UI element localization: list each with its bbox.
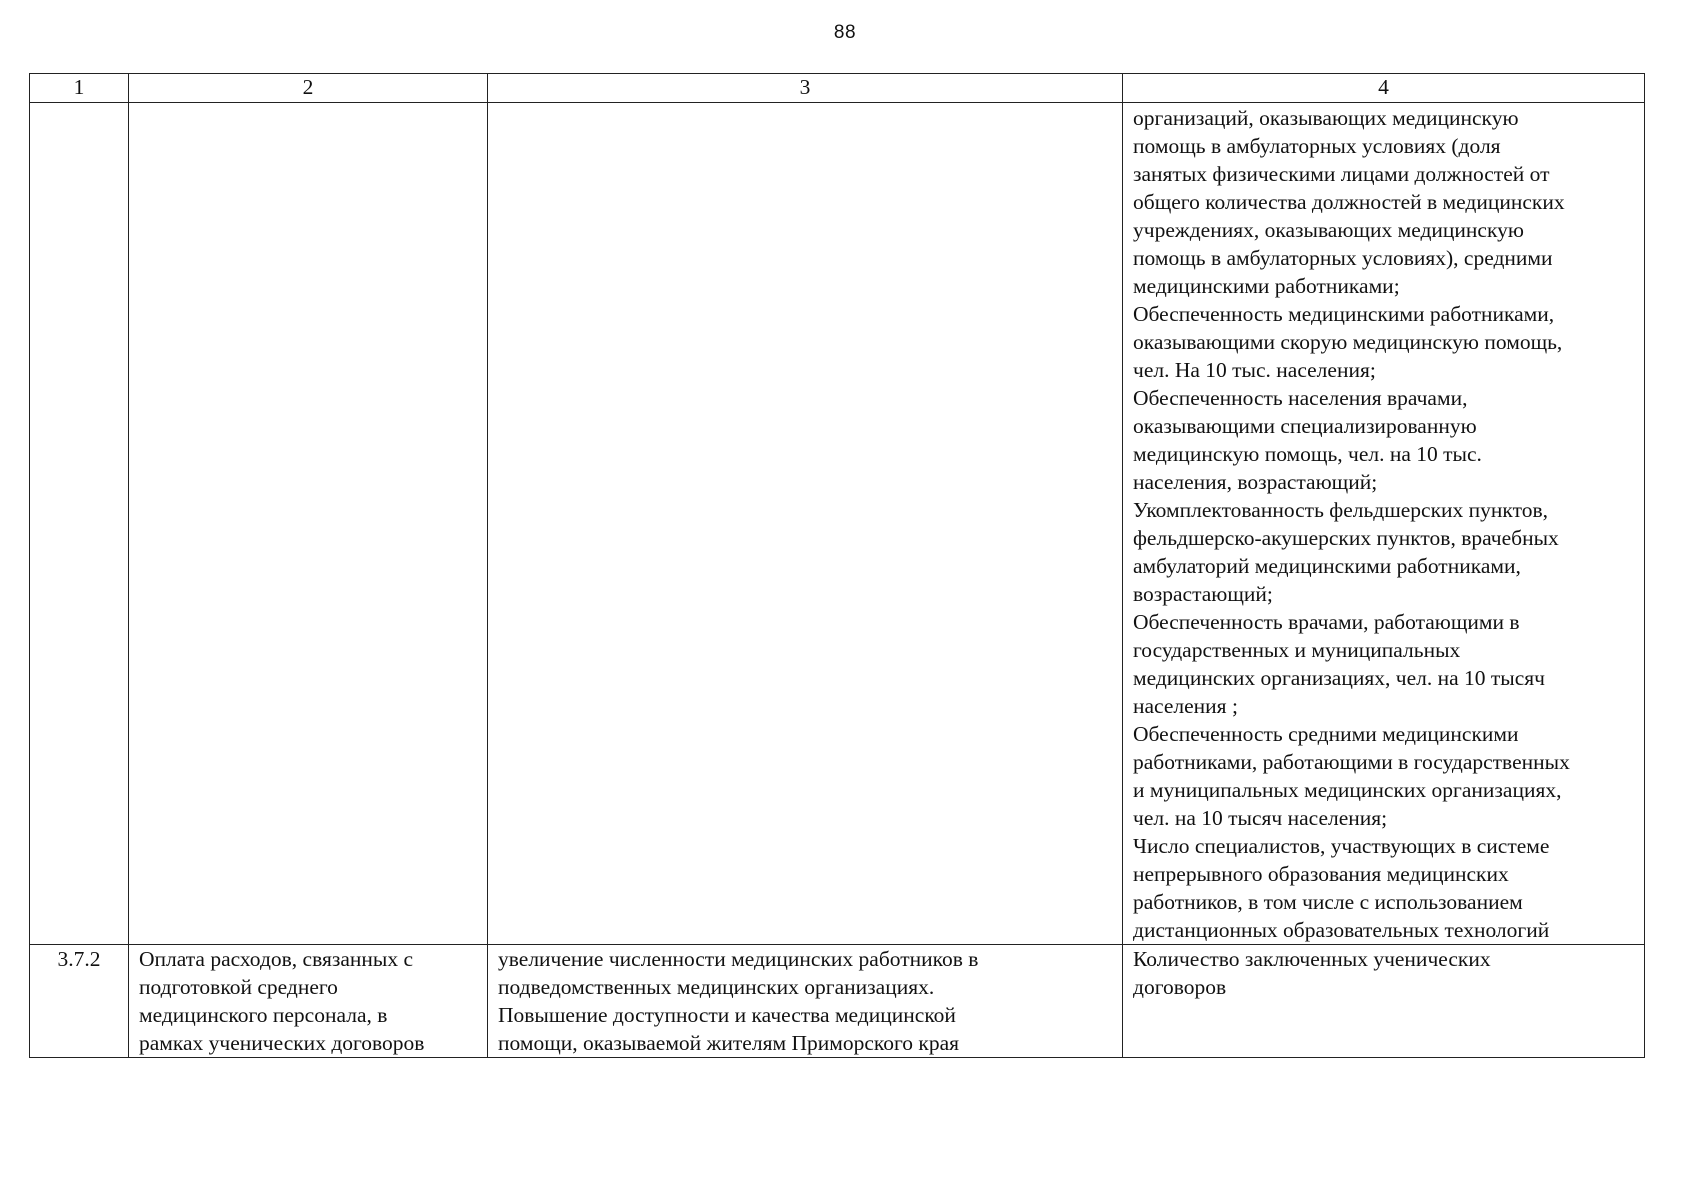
table-cell-indicators: Количество заключенных ученических договоров	[1123, 945, 1645, 1058]
table-cell-indicators: организаций, оказывающих медицинскую помощь в амбулаторных условиях (доля занятых физическими лицами должностей от общего количества должностей в медицинских учреждениях, оказывающих медицинскую помощь в амбулаторных условиях), средними медицинскими работниками; Обеспеченность медицинскими работниками, оказывающими скорую медицинскую помощь, чел. На 10 тыс. населения; Обеспеченность населения врачами, оказывающими специализированную медицинскую помощь, чел. на 10 тыс. населения, возрастающий; Укомплектованность фельдшерских пунктов, фельдшерско-акушерских пунктов, врачебных амбулаторий медицинскими работниками, возрастающий; Обеспеченность врачами, работающими в государственных и муниципальных медицинских организациях, чел. на 10 тысяч населения ; Обеспеченность средними медицинскими работниками, работающими в государственных и муниципальных медицинских организациях, чел. на 10 тысяч населения; Число специалистов, участвующих в системе непрерывного образования медицинских работников, в том числе с использованием дистанционных образовательных технологий	[1123, 103, 1645, 945]
table-header-row	[30, 74, 1645, 103]
table-cell-number	[30, 103, 129, 945]
table-cell-number: 3.7.2	[30, 945, 129, 1058]
table-row	[30, 103, 1645, 945]
table-row	[30, 945, 1645, 1058]
document-table	[29, 73, 1645, 1058]
table-cell-event	[129, 103, 488, 945]
table-cell-event: Оплата расходов, связанных с подготовкой среднего медицинского персонала, в рамках ученических договоров	[129, 945, 488, 1058]
table-cell-result	[488, 103, 1123, 945]
column-header-1: 1	[30, 74, 129, 103]
column-header-4: 4	[1123, 74, 1645, 103]
page-number: 88	[833, 22, 857, 43]
table-cell-result: увеличение численности медицинских работников в подведомственных медицинских организациях. Повышение доступности и качества медицинской помощи, оказываемой жителям Приморского края	[488, 945, 1123, 1058]
column-header-2: 2	[129, 74, 488, 103]
column-header-3: 3	[488, 74, 1123, 103]
